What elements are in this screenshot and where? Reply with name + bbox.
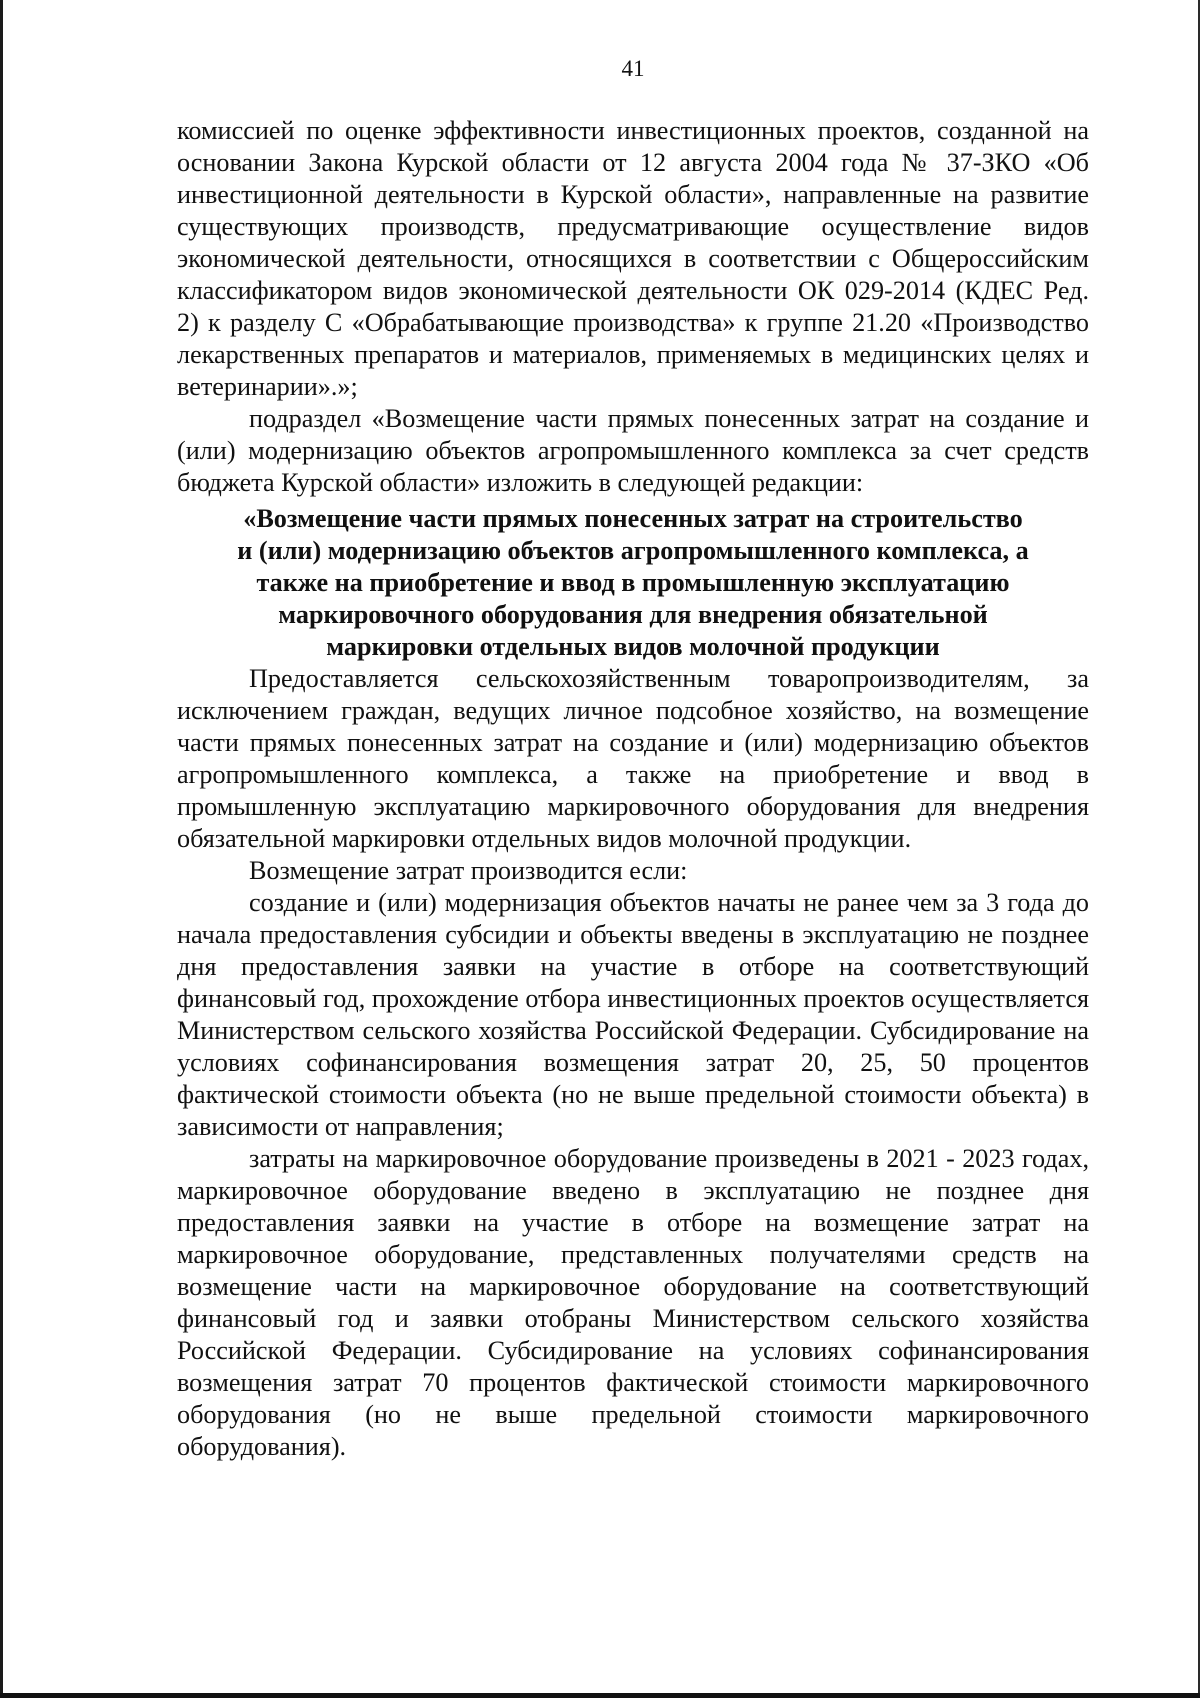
paragraph-provision: Предоставляется сельскохозяйственным товаропроизводителям, за исключением граждан, ведущих личное подсобное хозяйство, на возмещение части прямых понесенных затрат на создание и (или) модернизацию объектов агропромышленного комплекса, а также на приобретение и ввод в промышленную эксплуатацию маркировочного оборудования для внедрения обязательной маркировки отдельных видов молочной продукции. [177, 664, 1089, 853]
paragraph-conditions-intro: Возмещение затрат производится если: [249, 856, 688, 885]
paragraph-subsection-amendment: подраздел «Возмещение части прямых понесенных затрат на создание и (или) модернизацию объектов агропромышленного комплекса за счет средств бюджета Курской области» изложить в следующей редакции: [177, 404, 1089, 497]
paragraph-condition-equipment: затраты на маркировочное оборудование произведены в 2021 - 2023 годах, маркировочное оборудование введено в эксплуатацию не позднее дня предоставления заявки на участие в отборе на возмещение затрат на маркировочное оборудование, представленных получателями средств на возмещение части на маркировочное оборудование на соответствующий финансовый год и заявки отобраны Министерством сельского хозяйства Российской Федерации. Субсидирование на условиях софинансирования возмещения затрат 70 процентов фактической стоимости маркировочного оборудования (но не выше предельной стоимости маркировочного оборудования). [177, 1144, 1089, 1461]
heading-line: и (или) модернизацию объектов агропромышленного комплекса, а [237, 536, 1029, 565]
heading-line: маркировки отдельных видов молочной продукции [326, 632, 940, 661]
heading-line: маркировочного оборудования для внедрения обязательной [278, 600, 988, 629]
paragraph-continuation: комиссией по оценке эффективности инвестиционных проектов, созданной на основании Закона Курской области от 12 августа 2004 года № 37-ЗКО «Об инвестиционной деятельности в Курской области», направленные на развитие существующих производств, предусматривающие осуществление видов экономической деятельности, относящихся в соответствии с Общероссийским классификатором видов экономической деятельности ОК 029-2014 (КДЕС Ред. 2) к разделу С «Обрабатывающие производства» к группе 21.20 «Производство лекарственных препаратов и материалов, применяемых в медицинских целях и ветеринарии».»; [177, 116, 1089, 401]
heading-line: «Возмещение части прямых понесенных затрат на строительство [243, 504, 1023, 533]
document-body [177, 115, 1089, 1463]
paragraph-condition-objects: создание и (или) модернизация объектов начаты не ранее чем за 3 года до начала предоставления субсидии и объекты введены в эксплуатацию не позднее дня предоставления заявки на участие в отборе на соответствующий финансовый год, прохождение отбора инвестиционных проектов осуществляется Министерством сельского хозяйства Российской Федерации. Субсидирование на условиях софинансирования возмещения затрат 20, 25, 50 процентов фактической стоимости объекта (но не выше предельной стоимости объекта) в зависимости от направления; [177, 888, 1089, 1141]
page-number: 41 [621, 56, 645, 81]
scan-border-left [0, 0, 3, 1698]
scan-border-bottom [0, 1693, 1200, 1698]
heading-line: также на приобретение и ввод в промышленную эксплуатацию [256, 568, 1010, 597]
section-heading [177, 499, 1089, 663]
